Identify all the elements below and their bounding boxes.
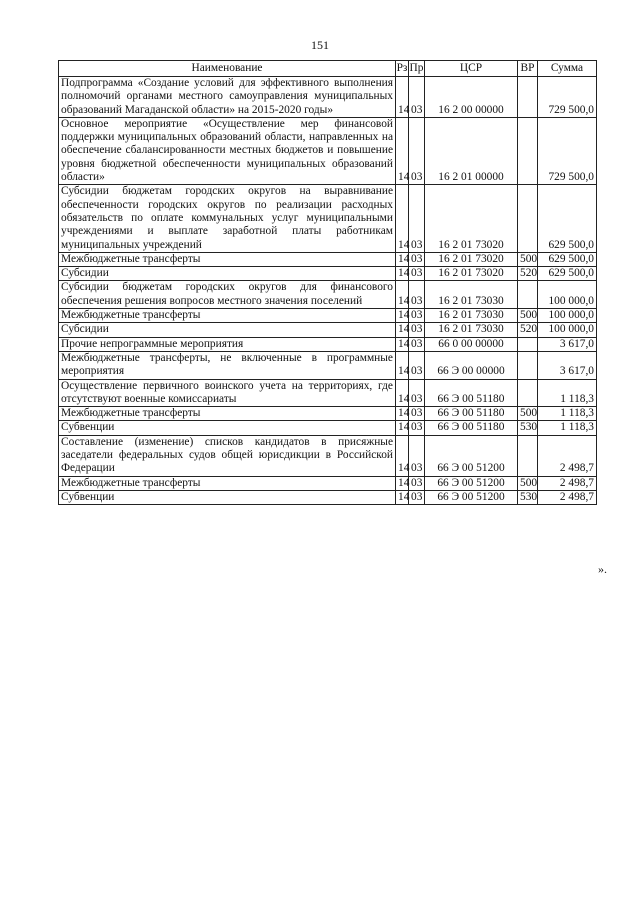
closing-quote-mark: ». [598, 562, 607, 576]
table-row [59, 490, 597, 504]
budget-table [58, 60, 597, 505]
row-vr [518, 379, 538, 407]
row-name: Основное мероприятие «Осуществление мер финансовой поддержки муниципальных образований области, направленных на обеспечение сбалансированности местных бюджетов и повышение уровня бюджетной обеспеченности муниципальных образований области» [59, 117, 396, 184]
row-csr: 16 2 00 00000 [425, 77, 518, 118]
table-row [59, 185, 597, 252]
row-pr: 03 [409, 77, 425, 118]
row-vr: 530 [518, 421, 538, 435]
row-sum: 1 118,3 [538, 379, 597, 407]
row-name: Межбюджетные трансферты, не включенные в программные мероприятия [59, 351, 396, 379]
row-rz: 14 [396, 309, 409, 323]
row-vr [518, 351, 538, 379]
row-sum: 2 498,7 [538, 490, 597, 504]
row-vr: 520 [518, 323, 538, 337]
row-pr: 03 [409, 421, 425, 435]
row-rz: 14 [396, 185, 409, 252]
row-vr: 520 [518, 267, 538, 281]
row-rz: 14 [396, 281, 409, 309]
row-sum: 100 000,0 [538, 323, 597, 337]
row-rz: 14 [396, 252, 409, 266]
row-csr: 66 Э 00 51180 [425, 379, 518, 407]
row-sum: 1 118,3 [538, 421, 597, 435]
table-header-row [59, 61, 597, 77]
row-sum: 2 498,7 [538, 435, 597, 476]
row-pr: 03 [409, 323, 425, 337]
row-sum: 629 500,0 [538, 185, 597, 252]
row-name: Субсидии [59, 323, 396, 337]
row-rz: 14 [396, 476, 409, 490]
row-vr: 500 [518, 252, 538, 266]
row-name: Подпрограмма «Создание условий для эффективного выполнения полномочий органами местного самоуправления муниципальных образований Магаданской области» на 2015-2020 годы» [59, 77, 396, 118]
row-sum: 2 498,7 [538, 476, 597, 490]
row-vr [518, 77, 538, 118]
row-sum: 629 500,0 [538, 267, 597, 281]
row-name: Межбюджетные трансферты [59, 252, 396, 266]
table-row [59, 351, 597, 379]
row-sum: 729 500,0 [538, 77, 597, 118]
table-row [59, 267, 597, 281]
row-rz: 14 [396, 435, 409, 476]
row-pr: 03 [409, 351, 425, 379]
row-name: Субсидии бюджетам городских округов для финансового обеспечения решения вопросов местного значения поселений [59, 281, 396, 309]
row-pr: 03 [409, 379, 425, 407]
table-row [59, 252, 597, 266]
row-pr: 03 [409, 117, 425, 184]
table-row [59, 476, 597, 490]
row-name: Межбюджетные трансферты [59, 476, 396, 490]
row-vr [518, 337, 538, 351]
row-rz: 14 [396, 323, 409, 337]
row-sum: 729 500,0 [538, 117, 597, 184]
row-sum: 3 617,0 [538, 351, 597, 379]
row-name: Субсидии [59, 267, 396, 281]
row-pr: 03 [409, 267, 425, 281]
table-row [59, 117, 597, 184]
table-row [59, 309, 597, 323]
header-pr: Пр [409, 61, 425, 77]
row-rz: 14 [396, 407, 409, 421]
header-sum: Сумма [538, 61, 597, 77]
row-csr: 66 Э 00 51200 [425, 476, 518, 490]
row-sum: 3 617,0 [538, 337, 597, 351]
table-row [59, 323, 597, 337]
row-name: Межбюджетные трансферты [59, 309, 396, 323]
row-pr: 03 [409, 435, 425, 476]
row-rz: 14 [396, 351, 409, 379]
row-csr: 16 2 01 73020 [425, 185, 518, 252]
row-pr: 03 [409, 490, 425, 504]
row-csr: 16 2 01 73030 [425, 323, 518, 337]
row-name: Субвенции [59, 421, 396, 435]
row-rz: 14 [396, 337, 409, 351]
row-vr: 530 [518, 490, 538, 504]
row-sum: 100 000,0 [538, 309, 597, 323]
row-name: Осуществление первичного воинского учета на территориях, где отсутствуют военные комиссариаты [59, 379, 396, 407]
row-pr: 03 [409, 337, 425, 351]
row-name: Составление (изменение) списков кандидатов в присяжные заседатели федеральных судов общей юрисдикции в Российской Федерации [59, 435, 396, 476]
row-csr: 16 2 01 73030 [425, 309, 518, 323]
table-row [59, 281, 597, 309]
row-csr: 66 Э 00 00000 [425, 351, 518, 379]
table-row [59, 407, 597, 421]
row-pr: 03 [409, 309, 425, 323]
row-csr: 16 2 01 73020 [425, 267, 518, 281]
row-rz: 14 [396, 421, 409, 435]
row-name: Субсидии бюджетам городских округов на выравнивание обеспеченности городских округов по реализации расходных обязательств по оплате коммунальных услуг муниципальными учреждениями и выплате заработной платы работникам муниципальных учреждений [59, 185, 396, 252]
row-csr: 16 2 01 00000 [425, 117, 518, 184]
row-vr [518, 281, 538, 309]
row-csr: 66 0 00 00000 [425, 337, 518, 351]
row-pr: 03 [409, 476, 425, 490]
row-name: Прочие непрограммные мероприятия [59, 337, 396, 351]
row-pr: 03 [409, 281, 425, 309]
row-vr [518, 117, 538, 184]
row-csr: 16 2 01 73030 [425, 281, 518, 309]
table-row [59, 421, 597, 435]
row-csr: 66 Э 00 51180 [425, 407, 518, 421]
row-rz: 14 [396, 267, 409, 281]
row-pr: 03 [409, 185, 425, 252]
header-vr: ВР [518, 61, 538, 77]
header-name: Наименование [59, 61, 396, 77]
row-vr [518, 185, 538, 252]
row-sum: 100 000,0 [538, 281, 597, 309]
row-sum: 1 118,3 [538, 407, 597, 421]
row-vr: 500 [518, 407, 538, 421]
row-rz: 14 [396, 379, 409, 407]
table-row [59, 435, 597, 476]
row-csr: 66 Э 00 51200 [425, 435, 518, 476]
page-number: 151 [311, 38, 329, 52]
table-row [59, 77, 597, 118]
row-sum: 629 500,0 [538, 252, 597, 266]
row-csr: 16 2 01 73020 [425, 252, 518, 266]
header-rz: Рз [396, 61, 409, 77]
table-row [59, 337, 597, 351]
table-row [59, 379, 597, 407]
row-vr [518, 435, 538, 476]
row-name: Субвенции [59, 490, 396, 504]
row-name: Межбюджетные трансферты [59, 407, 396, 421]
header-csr: ЦСР [425, 61, 518, 77]
row-rz: 14 [396, 77, 409, 118]
row-pr: 03 [409, 252, 425, 266]
row-vr: 500 [518, 309, 538, 323]
row-rz: 14 [396, 117, 409, 184]
row-vr: 500 [518, 476, 538, 490]
row-rz: 14 [396, 490, 409, 504]
row-pr: 03 [409, 407, 425, 421]
row-csr: 66 Э 00 51200 [425, 490, 518, 504]
row-csr: 66 Э 00 51180 [425, 421, 518, 435]
